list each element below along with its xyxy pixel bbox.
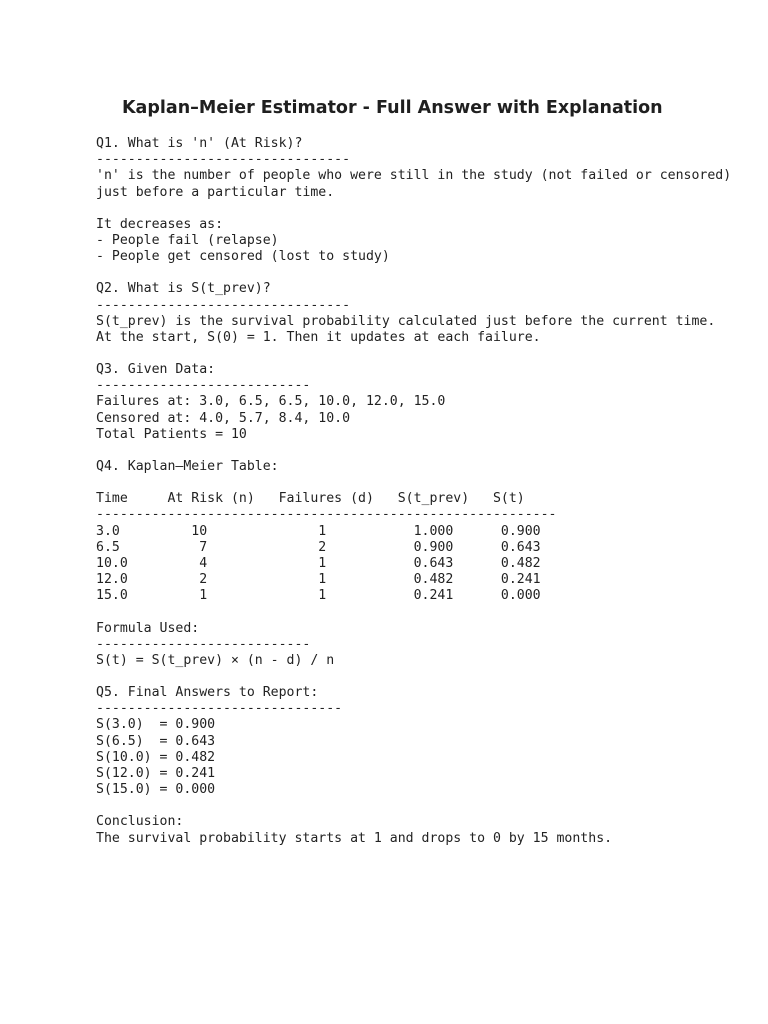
- blank-line: [96, 798, 764, 814]
- text-line: just before a particular time.: [96, 184, 335, 200]
- text-line: S(10.0) = 0.482: [96, 749, 216, 765]
- blank-line: [96, 201, 764, 217]
- formula-section: [96, 621, 764, 670]
- text-line: Time At Risk (n) Failures (d) S(t_prev) S(t): [96, 491, 525, 507]
- km-table: [96, 491, 764, 604]
- q3-given-data: [96, 362, 764, 443]
- blank-line: [96, 346, 764, 362]
- text-line: Q2. What is S(t_prev)?: [96, 281, 271, 297]
- blank-line: [96, 475, 764, 491]
- text-line: Failures at: 3.0, 6.5, 6.5, 10.0, 12.0, 15.0: [96, 394, 446, 410]
- blank-line: [96, 443, 764, 459]
- conclusion: [96, 814, 764, 846]
- text-line: At the start, S(0) = 1. Then it updates at each failure.: [96, 329, 541, 345]
- text-line: Formula Used:: [96, 620, 200, 636]
- text-line: S(12.0) = 0.241: [96, 766, 216, 781]
- q2-section: [96, 281, 764, 346]
- q1-section: [96, 136, 764, 201]
- q5-final-answers: [96, 685, 764, 798]
- text-line: Q5. Final Answers to Report:: [96, 685, 319, 701]
- text-line: 'n' is the number of people who were still in the study (not failed or censored): [96, 168, 732, 184]
- document-title: Kaplan–Meier Estimator - Full Answer with Explanation: [122, 98, 663, 118]
- text-line: 6.5 7 2 0.900 0.643: [96, 539, 541, 555]
- text-line: The survival probability starts at 1 and drops to 0 by 15 months.: [96, 830, 613, 846]
- text-line: 10.0 4 1 0.643 0.482: [96, 555, 541, 571]
- text-line: 15.0 1 1 0.241 0.000: [96, 588, 541, 604]
- text-line: Q4. Kaplan–Meier Table:: [96, 459, 279, 474]
- text-line: --------------------------------: [96, 152, 351, 168]
- text-line: --------------------------------: [96, 297, 351, 313]
- blank-line: [96, 605, 764, 621]
- text-line: ---------------------------: [96, 636, 311, 652]
- text-line: S(t_prev) is the survival probability calculated just before the current time.: [96, 313, 716, 329]
- text-line: - People get censored (lost to study): [96, 249, 390, 265]
- text-line: -------------------------------: [96, 701, 343, 717]
- document-body: [96, 136, 764, 847]
- blank-line: [96, 265, 764, 281]
- blank-line: [96, 669, 764, 685]
- text-line: S(6.5) = 0.643: [96, 733, 216, 749]
- text-line: ----------------------------------------------------------: [96, 507, 557, 523]
- text-line: S(t) = S(t_prev) × (n - d) / n: [96, 652, 335, 668]
- text-line: Conclusion:: [96, 814, 184, 830]
- text-line: Q3. Given Data:: [96, 362, 216, 378]
- text-line: S(15.0) = 0.000: [96, 782, 216, 798]
- text-line: Censored at: 4.0, 5.7, 8.4, 10.0: [96, 410, 351, 426]
- decrease-notes: [96, 217, 764, 266]
- text-line: 12.0 2 1 0.482 0.241: [96, 572, 541, 588]
- text-line: - People fail (relapse): [96, 232, 279, 248]
- text-line: Q1. What is 'n' (At Risk)?: [96, 136, 303, 151]
- text-line: It decreases as:: [96, 216, 224, 232]
- q4-heading: [96, 459, 764, 475]
- text-line: Total Patients = 10: [96, 426, 247, 442]
- text-line: S(3.0) = 0.900: [96, 717, 216, 733]
- text-line: 3.0 10 1 1.000 0.900: [96, 523, 541, 539]
- text-line: ---------------------------: [96, 378, 311, 394]
